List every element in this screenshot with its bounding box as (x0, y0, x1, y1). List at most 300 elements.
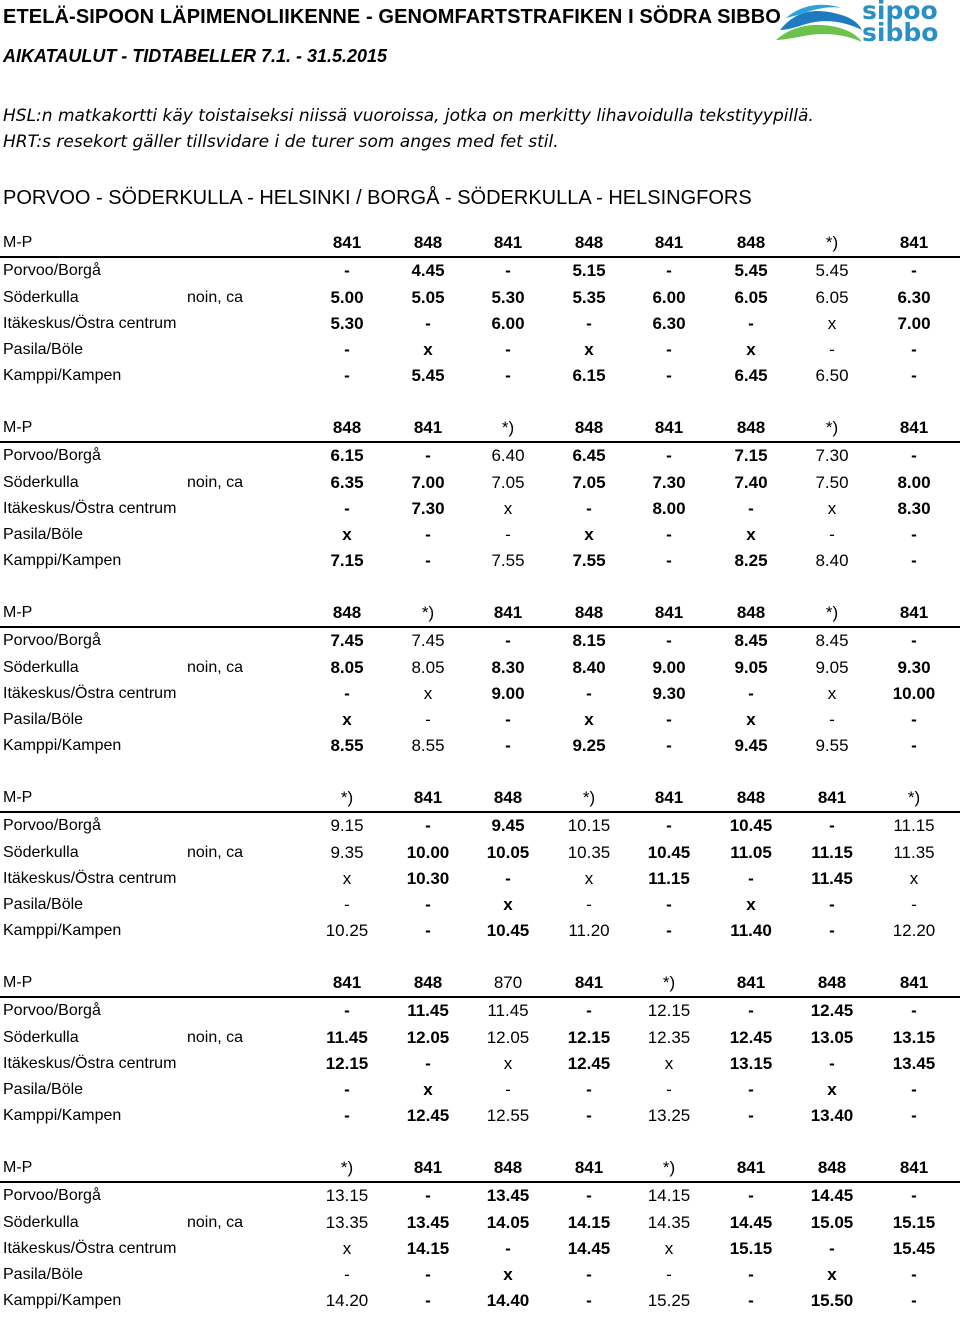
departure-time: 11.45 (326, 1027, 368, 1047)
stop-name: Pasila/Böle (3, 1266, 84, 1284)
departure-time: 7.30 (411, 498, 445, 518)
departure-time: - (505, 261, 511, 281)
stop-name: Porvoo/Borgå (3, 1187, 101, 1205)
departure-time: - (505, 736, 511, 756)
departure-time: 10.35 (567, 842, 611, 862)
departure-time: 14.45 (567, 1238, 611, 1258)
departure-time: x (503, 1053, 513, 1073)
departure-time: - (344, 1001, 350, 1021)
departure-time: - (911, 446, 917, 466)
line-number: 841 (493, 603, 523, 622)
timetable-block (0, 1155, 960, 1340)
departure-time: - (505, 366, 511, 386)
departure-time: 4.45 (411, 261, 445, 281)
stop-row (0, 1210, 960, 1236)
departure-time: - (911, 525, 917, 545)
departure-time: - (586, 683, 592, 703)
line-number: 841 (654, 233, 684, 252)
stop-row (0, 1262, 960, 1288)
departure-time: 8.00 (897, 472, 931, 492)
line-number: 848 (817, 1158, 847, 1177)
departure-time: 13.45 (406, 1212, 450, 1232)
stop-row (0, 522, 960, 548)
stop-row (0, 1103, 960, 1129)
approx-qualifier: noin, ca (187, 843, 244, 861)
departure-time: - (911, 1186, 917, 1206)
departure-time: x (746, 710, 756, 730)
departure-time: - (425, 816, 431, 836)
departure-time: 11.20 (568, 921, 610, 941)
departure-time: - (586, 1001, 592, 1021)
departure-time: 10.30 (406, 868, 450, 888)
departure-time: - (505, 710, 511, 730)
line-number: 848 (332, 603, 362, 622)
timetable-block (0, 230, 960, 415)
departure-time: - (911, 736, 917, 756)
departure-time: 9.45 (491, 816, 525, 836)
departure-time: x (827, 683, 837, 703)
departure-time: 6.00 (652, 287, 686, 307)
note-swedish: HRT:s resekort gäller tillsvidare i de turer som anges med fet stil. (3, 132, 559, 152)
departure-time: 12.20 (892, 921, 936, 941)
departure-time: - (425, 710, 431, 730)
departure-time: 13.05 (810, 1027, 854, 1047)
departure-time: 5.35 (572, 287, 606, 307)
departure-time: 7.00 (897, 313, 931, 333)
departure-time: - (344, 498, 350, 518)
departure-time: 8.30 (491, 657, 525, 677)
departure-time: 12.05 (486, 1027, 530, 1047)
stop-name: Porvoo/Borgå (3, 447, 101, 465)
departure-time: 7.00 (411, 472, 445, 492)
departure-time: 6.05 (734, 287, 768, 307)
departure-time: 8.45 (734, 631, 768, 651)
line-number: 848 (817, 973, 847, 992)
departure-time: - (748, 1186, 754, 1206)
departure-time: - (425, 1265, 431, 1285)
departure-time: - (666, 895, 672, 915)
departure-time: - (666, 710, 672, 730)
departure-time: 8.55 (330, 736, 364, 756)
line-number: 841 (899, 1158, 929, 1177)
departure-time: 12.45 (406, 1106, 450, 1126)
logo-wordmark (862, 0, 939, 47)
departure-time: - (344, 340, 350, 360)
departure-time: 10.15 (567, 816, 611, 836)
departure-time: 8.00 (652, 498, 686, 518)
departure-time: - (344, 366, 350, 386)
departure-time: 12.55 (486, 1106, 530, 1126)
line-number: 841 (654, 418, 684, 437)
block-header-row (0, 970, 960, 998)
departure-time: 11.45 (487, 1001, 529, 1021)
departure-time: 9.25 (572, 736, 606, 756)
departure-time: 7.50 (815, 472, 849, 492)
departure-time: - (666, 340, 672, 360)
day-label: M-P (3, 789, 33, 806)
departure-time: 13.25 (647, 1106, 691, 1126)
block-header-row (0, 785, 960, 813)
departure-time: 11.45 (811, 868, 853, 888)
line-number: 848 (574, 233, 604, 252)
departure-time: 10.25 (325, 921, 369, 941)
departure-time: - (748, 1106, 754, 1126)
timetable-block (0, 785, 960, 970)
line-number: 841 (413, 1158, 443, 1177)
departure-time: x (584, 868, 594, 888)
line-number: 848 (413, 233, 443, 252)
departure-time: 10.45 (729, 816, 773, 836)
departure-time: - (586, 1106, 592, 1126)
stop-name: Söderkulla (3, 473, 79, 491)
departure-time: 15.45 (892, 1238, 936, 1258)
departure-time: - (829, 1053, 835, 1073)
stop-name: Kamppi/Kampen (3, 737, 122, 755)
departure-time: x (423, 683, 433, 703)
departure-time: 13.15 (729, 1053, 773, 1073)
stop-name: Söderkulla (3, 1028, 79, 1046)
stop-row (0, 548, 960, 574)
departure-time: x (503, 498, 513, 518)
departure-time: 10.00 (406, 842, 450, 862)
departure-time: 5.00 (330, 287, 364, 307)
departure-time: 12.15 (567, 1027, 611, 1047)
block-header-row (0, 230, 960, 258)
departure-time: - (425, 551, 431, 571)
departure-time: - (344, 261, 350, 281)
line-number: 870 (493, 973, 523, 992)
stop-row (0, 1025, 960, 1051)
departure-time: 8.15 (572, 631, 606, 651)
departure-time: 7.30 (652, 472, 686, 492)
line-number: 841 (654, 788, 684, 807)
departure-time: - (586, 1265, 592, 1285)
timetable-block (0, 600, 960, 785)
departure-time: - (829, 525, 835, 545)
departure-time: 14.35 (647, 1212, 691, 1232)
departure-time: - (666, 446, 672, 466)
departure-time: 15.05 (810, 1212, 854, 1232)
departure-time: - (586, 313, 592, 333)
departure-time: - (505, 868, 511, 888)
departure-time: x (423, 340, 433, 360)
departure-time: 10.45 (486, 921, 530, 941)
departure-time: - (748, 1291, 754, 1311)
stop-row (0, 443, 960, 469)
departure-time: 12.05 (406, 1027, 450, 1047)
departure-time: - (425, 1053, 431, 1073)
line-number: *) (825, 603, 839, 622)
line-number: *) (340, 788, 354, 807)
stop-name: Porvoo/Borgå (3, 632, 101, 650)
departure-time: 7.40 (734, 472, 768, 492)
departure-time: - (505, 1080, 511, 1100)
departure-time: - (425, 525, 431, 545)
block-header-row (0, 415, 960, 443)
departure-time: 12.45 (729, 1027, 773, 1047)
departure-time: - (829, 340, 835, 360)
stop-name: Itäkeskus/Östra centrum (3, 869, 177, 887)
departure-time: - (911, 340, 917, 360)
departure-time: 11.45 (407, 1001, 449, 1021)
departure-time: 8.05 (330, 657, 364, 677)
departure-time: 13.35 (325, 1212, 369, 1232)
line-number: 848 (413, 973, 443, 992)
departure-time: - (666, 736, 672, 756)
departure-time: 8.55 (411, 736, 445, 756)
block-header-row (0, 1155, 960, 1183)
departure-time: - (505, 631, 511, 651)
line-number: 841 (413, 788, 443, 807)
departure-time: x (342, 1238, 352, 1258)
departure-time: - (586, 895, 592, 915)
line-number: 841 (736, 973, 766, 992)
stop-row (0, 681, 960, 707)
departure-time: - (425, 895, 431, 915)
logo-line-sipoo: sipoo (862, 0, 938, 25)
departure-time: x (503, 1265, 513, 1285)
stop-row (0, 258, 960, 284)
departure-time: 12.45 (810, 1001, 854, 1021)
stop-name: Söderkulla (3, 1213, 79, 1231)
departure-time: x (664, 1053, 674, 1073)
departure-time: 6.00 (491, 313, 525, 333)
departure-time: - (911, 1080, 917, 1100)
stop-row (0, 733, 960, 759)
day-label: M-P (3, 234, 33, 251)
departure-time: - (586, 1080, 592, 1100)
departure-time: 11.35 (893, 842, 935, 862)
line-number: 841 (413, 418, 443, 437)
line-number: 848 (736, 418, 766, 437)
departure-time: 7.45 (330, 631, 364, 651)
departure-time: 13.15 (892, 1027, 936, 1047)
departure-time: - (748, 1001, 754, 1021)
departure-time: x (584, 340, 594, 360)
stop-name: Porvoo/Borgå (3, 1002, 101, 1020)
stop-name: Itäkeskus/Östra centrum (3, 314, 177, 332)
departure-time: - (666, 631, 672, 651)
stop-row (0, 1051, 960, 1077)
approx-qualifier: noin, ca (187, 1213, 244, 1231)
departure-time: x (342, 868, 352, 888)
departure-time: 9.45 (734, 736, 768, 756)
line-number: 848 (493, 788, 523, 807)
departure-time: 9.15 (330, 816, 364, 836)
departure-time: x (342, 525, 352, 545)
departure-time: - (911, 631, 917, 651)
line-number: 841 (899, 233, 929, 252)
departure-time: 7.05 (572, 472, 606, 492)
departure-time: 10.00 (892, 683, 936, 703)
departure-time: 11.15 (893, 816, 935, 836)
departure-time: x (827, 1265, 837, 1285)
departure-time: - (666, 525, 672, 545)
departure-time: 14.45 (729, 1212, 773, 1232)
departure-time: 6.05 (815, 287, 849, 307)
departure-time: - (748, 868, 754, 888)
stop-name: Kamppi/Kampen (3, 1107, 122, 1125)
departure-time: 11.15 (648, 868, 690, 888)
departure-time: 14.15 (567, 1212, 611, 1232)
departure-time: - (829, 1238, 835, 1258)
departure-time: - (748, 1080, 754, 1100)
departure-time: 13.45 (892, 1053, 936, 1073)
line-number: 848 (736, 233, 766, 252)
stop-row (0, 1288, 960, 1314)
departure-time: 14.15 (406, 1238, 450, 1258)
departure-time: 8.05 (411, 657, 445, 677)
departure-time: 14.15 (647, 1186, 691, 1206)
departure-time: - (344, 1265, 350, 1285)
line-number: *) (501, 418, 515, 437)
stop-row (0, 470, 960, 496)
departure-time: - (344, 1080, 350, 1100)
timetable-block (0, 970, 960, 1155)
line-number: *) (421, 603, 435, 622)
departure-time: - (666, 1080, 672, 1100)
departure-time: 6.15 (572, 366, 606, 386)
stop-name: Kamppi/Kampen (3, 922, 122, 940)
departure-time: - (425, 921, 431, 941)
stop-name: Söderkulla (3, 288, 79, 306)
departure-time: 14.20 (325, 1291, 369, 1311)
departure-time: 13.45 (486, 1186, 530, 1206)
departure-time: 11.05 (730, 842, 772, 862)
stop-name: Itäkeskus/Östra centrum (3, 1054, 177, 1072)
stop-name: Itäkeskus/Östra centrum (3, 684, 177, 702)
stop-row (0, 866, 960, 892)
stop-name: Kamppi/Kampen (3, 367, 122, 385)
departure-time: x (664, 1238, 674, 1258)
departure-time: 6.50 (815, 366, 849, 386)
stop-name: Itäkeskus/Östra centrum (3, 1239, 177, 1257)
departure-time: x (827, 313, 837, 333)
line-number: *) (825, 233, 839, 252)
stop-row (0, 998, 960, 1024)
stop-name: Söderkulla (3, 658, 79, 676)
departure-time: - (829, 921, 835, 941)
departure-time: 6.40 (491, 446, 525, 466)
stop-row (0, 285, 960, 311)
departure-time: - (505, 1238, 511, 1258)
timetable-block (0, 415, 960, 600)
departure-time: - (911, 1265, 917, 1285)
departure-time: 7.55 (491, 551, 525, 571)
departure-time: 9.00 (652, 657, 686, 677)
departure-time: 6.30 (652, 313, 686, 333)
stop-row (0, 1183, 960, 1209)
stop-row (0, 918, 960, 944)
route-title: PORVOO - SÖDERKULLA - HELSINKI / BORGÅ - SÖDERKULLA - HELSINGFORS (3, 187, 752, 209)
stop-row (0, 628, 960, 654)
departure-time: - (666, 921, 672, 941)
departure-time: 6.45 (572, 446, 606, 466)
stop-name: Pasila/Böle (3, 896, 84, 914)
departure-time: - (666, 1265, 672, 1285)
departure-time: 8.30 (897, 498, 931, 518)
departure-time: - (829, 895, 835, 915)
departure-time: 10.45 (647, 842, 691, 862)
departure-time: - (425, 446, 431, 466)
departure-time: 5.15 (572, 261, 606, 281)
line-number: *) (662, 1158, 676, 1177)
departure-time: - (911, 895, 917, 915)
departure-time: 9.35 (330, 842, 364, 862)
departure-time: 13.15 (325, 1186, 369, 1206)
departure-time: 12.45 (567, 1053, 611, 1073)
departure-time: 15.50 (810, 1291, 854, 1311)
departure-time: - (666, 261, 672, 281)
departure-time: 8.40 (815, 551, 849, 571)
line-number: 841 (332, 233, 362, 252)
day-label: M-P (3, 974, 33, 991)
line-number: *) (825, 418, 839, 437)
departure-time: - (748, 313, 754, 333)
departure-time: x (503, 895, 513, 915)
approx-qualifier: noin, ca (187, 473, 244, 491)
departure-time: x (746, 525, 756, 545)
line-number: 841 (899, 973, 929, 992)
departure-time: - (911, 551, 917, 571)
approx-qualifier: noin, ca (187, 1028, 244, 1046)
departure-time: - (666, 366, 672, 386)
departure-time: 12.15 (647, 1001, 691, 1021)
approx-qualifier: noin, ca (187, 288, 244, 306)
stop-name: Pasila/Böle (3, 1081, 84, 1099)
departure-time: - (911, 1106, 917, 1126)
line-number: 841 (899, 418, 929, 437)
line-number: 848 (736, 603, 766, 622)
stop-row (0, 1077, 960, 1103)
stop-row (0, 892, 960, 918)
timetable (0, 230, 960, 1340)
line-number: 841 (654, 603, 684, 622)
departure-time: 14.40 (486, 1291, 530, 1311)
departure-time: 9.30 (652, 683, 686, 703)
departure-time: - (666, 551, 672, 571)
stop-name: Pasila/Böle (3, 341, 84, 359)
departure-time: x (746, 340, 756, 360)
departure-time: - (505, 340, 511, 360)
departure-time: 9.55 (815, 736, 849, 756)
departure-time: 7.30 (815, 446, 849, 466)
departure-time: 15.15 (729, 1238, 773, 1258)
stop-row (0, 1236, 960, 1262)
stop-name: Kamppi/Kampen (3, 1292, 122, 1310)
departure-time: 5.45 (411, 366, 445, 386)
line-number: 848 (493, 1158, 523, 1177)
departure-time: 7.05 (491, 472, 525, 492)
line-number: 848 (332, 418, 362, 437)
stop-name: Pasila/Böle (3, 526, 84, 544)
stop-row (0, 840, 960, 866)
line-number: 841 (332, 973, 362, 992)
line-number: 841 (574, 973, 604, 992)
departure-time: - (425, 1186, 431, 1206)
logo-wave-icon (776, 0, 866, 54)
departure-time: 5.05 (411, 287, 445, 307)
document-title: ETELÄ-SIPOON LÄPIMENOLIIKENNE - GENOMFARTSTRAFIKEN I SÖDRA SIBBO (3, 6, 781, 28)
stop-name: Pasila/Böle (3, 711, 84, 729)
departure-time: - (911, 710, 917, 730)
line-number: 848 (574, 418, 604, 437)
departure-time: - (911, 261, 917, 281)
stop-name: Itäkeskus/Östra centrum (3, 499, 177, 517)
logo-line-sibbo: sibbo (862, 18, 939, 47)
line-number: 841 (736, 1158, 766, 1177)
departure-time: 12.35 (647, 1027, 691, 1047)
